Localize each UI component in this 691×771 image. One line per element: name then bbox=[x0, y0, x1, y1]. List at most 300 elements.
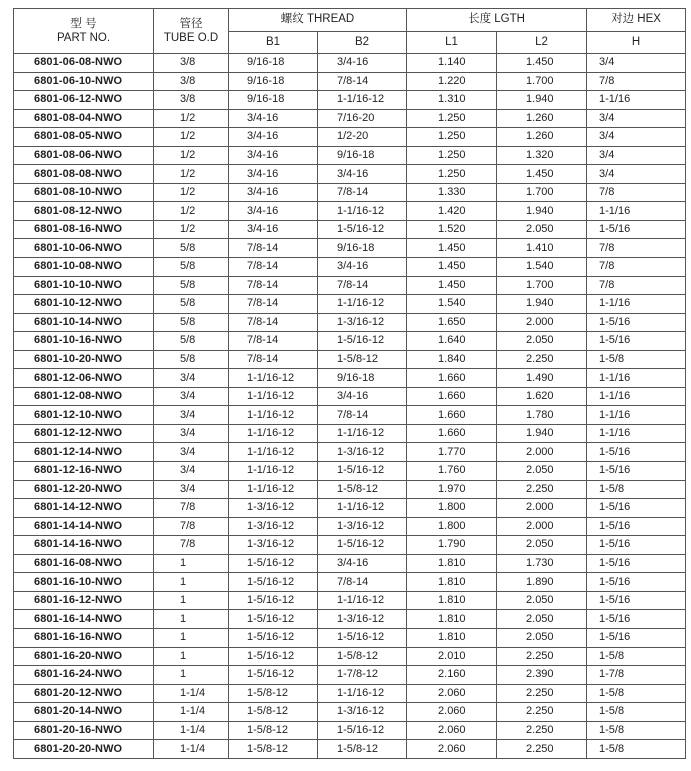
table-row bbox=[14, 128, 686, 147]
thread-b2-cell: 1-5/16-12 bbox=[318, 721, 407, 740]
table-row bbox=[14, 295, 686, 314]
thread-b2-cell: 1-5/8-12 bbox=[318, 647, 407, 666]
table-row bbox=[14, 332, 686, 351]
part-no-cell: 6801-12-12-NWO bbox=[14, 424, 154, 443]
thread-b1-cell: 1-5/16-12 bbox=[229, 628, 318, 647]
length-l1-cell: 1.660 bbox=[407, 387, 497, 406]
length-l2-cell: 2.250 bbox=[497, 740, 587, 759]
thread-b1-cell: 1-5/8-12 bbox=[229, 721, 318, 740]
table-row bbox=[14, 647, 686, 666]
tube-od-cell: 1 bbox=[154, 647, 229, 666]
length-l2-cell: 1.940 bbox=[497, 295, 587, 314]
thread-header: 螺纹 THREAD bbox=[229, 9, 407, 32]
thread-b2-cell: 7/8-14 bbox=[318, 276, 407, 295]
table-row bbox=[14, 462, 686, 481]
part-no-cell: 6801-10-14-NWO bbox=[14, 313, 154, 332]
thread-b2-cell: 1-1/16-12 bbox=[318, 499, 407, 518]
length-l1-cell: 1.450 bbox=[407, 276, 497, 295]
tube-od-header-en: TUBE O.D bbox=[163, 32, 219, 44]
hex-h-cell: 1-5/16 bbox=[587, 554, 686, 573]
thread-b1-cell: 3/4-16 bbox=[229, 183, 318, 202]
part-no-cell: 6801-12-16-NWO bbox=[14, 462, 154, 481]
thread-b1-cell: 3/4-16 bbox=[229, 146, 318, 165]
hex-h-cell: 3/4 bbox=[587, 128, 686, 147]
hex-h-cell: 1-5/8 bbox=[587, 721, 686, 740]
length-l2-cell: 1.940 bbox=[497, 91, 587, 110]
thread-b1-cell: 7/8-14 bbox=[229, 350, 318, 369]
hex-h-cell: 7/8 bbox=[587, 276, 686, 295]
length-l2-cell: 2.050 bbox=[497, 536, 587, 555]
length-l2-cell: 1.620 bbox=[497, 387, 587, 406]
length-l1-cell: 1.220 bbox=[407, 72, 497, 91]
length-l2-cell: 1.780 bbox=[497, 406, 587, 425]
tube-od-cell: 1/2 bbox=[154, 165, 229, 184]
length-l1-cell: 1.970 bbox=[407, 480, 497, 499]
hex-h-cell: 7/8 bbox=[587, 258, 686, 277]
hex-h-cell: 7/8 bbox=[587, 72, 686, 91]
length-header: 长度 LGTH bbox=[407, 9, 587, 32]
table-row bbox=[14, 202, 686, 221]
thread-b2-cell: 1-1/16-12 bbox=[318, 202, 407, 221]
length-l1-cell: 1.660 bbox=[407, 369, 497, 388]
part-no-cell: 6801-06-12-NWO bbox=[14, 91, 154, 110]
table-header bbox=[14, 9, 686, 54]
tube-od-cell: 7/8 bbox=[154, 517, 229, 536]
part-no-cell: 6801-12-06-NWO bbox=[14, 369, 154, 388]
table-row bbox=[14, 573, 686, 592]
part-no-cell: 6801-10-08-NWO bbox=[14, 258, 154, 277]
hex-h-cell: 1-5/16 bbox=[587, 332, 686, 351]
thread-b1-cell: 7/8-14 bbox=[229, 313, 318, 332]
part-no-cell: 6801-16-14-NWO bbox=[14, 610, 154, 629]
thread-b1-cell: 1-5/16-12 bbox=[229, 610, 318, 629]
hex-header: 对边 HEX bbox=[587, 9, 686, 32]
part-no-cell: 6801-10-12-NWO bbox=[14, 295, 154, 314]
hex-h-cell: 1-5/8 bbox=[587, 647, 686, 666]
length-l1-cell: 1.330 bbox=[407, 183, 497, 202]
tube-od-cell: 5/8 bbox=[154, 332, 229, 351]
thread-b1-cell: 1-5/8-12 bbox=[229, 740, 318, 759]
tube-od-cell: 1 bbox=[154, 628, 229, 647]
hex-h-cell: 1-7/8 bbox=[587, 666, 686, 685]
hex-h-cell: 7/8 bbox=[587, 183, 686, 202]
length-l2-cell: 2.050 bbox=[497, 332, 587, 351]
tube-od-cell: 1-1/4 bbox=[154, 703, 229, 722]
thread-b2-cell: 1-5/8-12 bbox=[318, 740, 407, 759]
length-l1-cell: 1.450 bbox=[407, 239, 497, 258]
tube-od-cell: 3/4 bbox=[154, 369, 229, 388]
length-l2-cell: 1.940 bbox=[497, 202, 587, 221]
thread-b2-cell: 1-5/16-12 bbox=[318, 332, 407, 351]
thread-b2-cell: 1-1/16-12 bbox=[318, 424, 407, 443]
part-no-cell: 6801-10-16-NWO bbox=[14, 332, 154, 351]
length-l1-cell: 2.060 bbox=[407, 721, 497, 740]
b1-header: B1 bbox=[229, 32, 318, 54]
table-row bbox=[14, 517, 686, 536]
table-row bbox=[14, 54, 686, 73]
tube-od-cell: 5/8 bbox=[154, 276, 229, 295]
hex-h-cell: 1-5/8 bbox=[587, 480, 686, 499]
length-l1-cell: 1.660 bbox=[407, 424, 497, 443]
table-row bbox=[14, 406, 686, 425]
part-no-cell: 6801-12-10-NWO bbox=[14, 406, 154, 425]
thread-b2-cell: 1-5/8-12 bbox=[318, 480, 407, 499]
hex-h-cell: 1-5/16 bbox=[587, 499, 686, 518]
table-row bbox=[14, 740, 686, 759]
length-l2-cell: 1.700 bbox=[497, 72, 587, 91]
tube-od-cell: 3/4 bbox=[154, 480, 229, 499]
thread-b1-cell: 7/8-14 bbox=[229, 295, 318, 314]
thread-b1-cell: 3/4-16 bbox=[229, 128, 318, 147]
tube-od-cell: 3/8 bbox=[154, 54, 229, 73]
table-body bbox=[14, 54, 686, 759]
tube-od-cell: 1 bbox=[154, 591, 229, 610]
thread-b2-cell: 1-7/8-12 bbox=[318, 666, 407, 685]
thread-b1-cell: 1-1/16-12 bbox=[229, 443, 318, 462]
thread-b2-cell: 1-5/16-12 bbox=[318, 536, 407, 555]
part-no-cell: 6801-16-10-NWO bbox=[14, 573, 154, 592]
thread-b1-cell: 1-1/16-12 bbox=[229, 424, 318, 443]
thread-b2-cell: 3/4-16 bbox=[318, 387, 407, 406]
thread-b1-cell: 9/16-18 bbox=[229, 72, 318, 91]
l1-header: L1 bbox=[407, 32, 497, 54]
thread-b2-cell: 1-1/16-12 bbox=[318, 295, 407, 314]
hex-h-cell: 3/4 bbox=[587, 54, 686, 73]
tube-od-cell: 7/8 bbox=[154, 499, 229, 518]
length-l1-cell: 1.250 bbox=[407, 165, 497, 184]
length-l1-cell: 1.250 bbox=[407, 109, 497, 128]
length-l1-cell: 2.160 bbox=[407, 666, 497, 685]
thread-b2-cell: 1-5/16-12 bbox=[318, 462, 407, 481]
tube-od-cell: 1 bbox=[154, 666, 229, 685]
part-no-cell: 6801-10-10-NWO bbox=[14, 276, 154, 295]
fittings-spec-table bbox=[13, 8, 686, 759]
thread-b1-cell: 1-5/8-12 bbox=[229, 684, 318, 703]
length-l1-cell: 1.520 bbox=[407, 220, 497, 239]
tube-od-cell: 5/8 bbox=[154, 239, 229, 258]
table-row bbox=[14, 276, 686, 295]
tube-od-cell: 5/8 bbox=[154, 313, 229, 332]
length-l2-cell: 2.000 bbox=[497, 313, 587, 332]
table-row bbox=[14, 258, 686, 277]
part-no-cell: 6801-08-10-NWO bbox=[14, 183, 154, 202]
part-no-header bbox=[14, 9, 154, 54]
table-row bbox=[14, 536, 686, 555]
hex-h-cell: 1-1/16 bbox=[587, 406, 686, 425]
thread-b1-cell: 3/4-16 bbox=[229, 109, 318, 128]
tube-od-cell: 7/8 bbox=[154, 536, 229, 555]
thread-b1-cell: 9/16-18 bbox=[229, 91, 318, 110]
part-no-cell: 6801-08-06-NWO bbox=[14, 146, 154, 165]
table-row bbox=[14, 239, 686, 258]
thread-b2-cell: 1-1/16-12 bbox=[318, 684, 407, 703]
hex-h-cell: 3/4 bbox=[587, 165, 686, 184]
table-row bbox=[14, 628, 686, 647]
hex-h-cell: 1-1/16 bbox=[587, 91, 686, 110]
thread-b2-cell: 1-3/16-12 bbox=[318, 313, 407, 332]
table-row bbox=[14, 387, 686, 406]
length-l2-cell: 2.050 bbox=[497, 220, 587, 239]
length-l1-cell: 1.310 bbox=[407, 91, 497, 110]
tube-od-cell: 5/8 bbox=[154, 350, 229, 369]
table-row bbox=[14, 313, 686, 332]
part-no-cell: 6801-20-14-NWO bbox=[14, 703, 154, 722]
hex-h-cell: 1-5/8 bbox=[587, 684, 686, 703]
length-l2-cell: 2.000 bbox=[497, 443, 587, 462]
table-row bbox=[14, 480, 686, 499]
thread-b1-cell: 1-5/16-12 bbox=[229, 554, 318, 573]
length-l1-cell: 1.810 bbox=[407, 591, 497, 610]
tube-od-cell: 3/4 bbox=[154, 387, 229, 406]
length-l2-cell: 2.000 bbox=[497, 517, 587, 536]
hex-h-cell: 1-5/8 bbox=[587, 350, 686, 369]
tube-od-cell: 3/4 bbox=[154, 462, 229, 481]
tube-od-cell: 3/8 bbox=[154, 91, 229, 110]
thread-b2-cell: 1-5/16-12 bbox=[318, 220, 407, 239]
table-row bbox=[14, 554, 686, 573]
thread-b1-cell: 1-1/16-12 bbox=[229, 369, 318, 388]
length-l1-cell: 1.760 bbox=[407, 462, 497, 481]
part-no-header-cn: 型 号 bbox=[70, 17, 97, 30]
thread-b2-cell: 1-3/16-12 bbox=[318, 703, 407, 722]
table-row bbox=[14, 369, 686, 388]
length-l1-cell: 1.800 bbox=[407, 499, 497, 518]
hex-h-cell: 1-5/16 bbox=[587, 573, 686, 592]
thread-b2-cell: 3/4-16 bbox=[318, 258, 407, 277]
part-no-header-en: PART NO. bbox=[56, 32, 111, 44]
part-no-cell: 6801-12-08-NWO bbox=[14, 387, 154, 406]
tube-od-cell: 5/8 bbox=[154, 295, 229, 314]
l2-header: L2 bbox=[497, 32, 587, 54]
thread-b1-cell: 7/8-14 bbox=[229, 239, 318, 258]
thread-b1-cell: 7/8-14 bbox=[229, 276, 318, 295]
tube-od-cell: 3/4 bbox=[154, 443, 229, 462]
length-l2-cell: 2.250 bbox=[497, 721, 587, 740]
part-no-cell: 6801-16-20-NWO bbox=[14, 647, 154, 666]
length-l2-cell: 1.260 bbox=[497, 109, 587, 128]
part-no-cell: 6801-20-20-NWO bbox=[14, 740, 154, 759]
thread-b2-cell: 7/8-14 bbox=[318, 183, 407, 202]
tube-od-cell: 1/2 bbox=[154, 128, 229, 147]
part-no-cell: 6801-10-20-NWO bbox=[14, 350, 154, 369]
length-l2-cell: 1.890 bbox=[497, 573, 587, 592]
length-l2-cell: 1.940 bbox=[497, 424, 587, 443]
hex-h-cell: 1-5/16 bbox=[587, 462, 686, 481]
part-no-cell: 6801-14-14-NWO bbox=[14, 517, 154, 536]
tube-od-cell: 5/8 bbox=[154, 258, 229, 277]
part-no-cell: 6801-14-16-NWO bbox=[14, 536, 154, 555]
length-l2-cell: 1.700 bbox=[497, 183, 587, 202]
thread-b1-cell: 1-5/16-12 bbox=[229, 647, 318, 666]
part-no-cell: 6801-20-16-NWO bbox=[14, 721, 154, 740]
thread-b1-cell: 1-5/8-12 bbox=[229, 703, 318, 722]
tube-od-cell: 1/2 bbox=[154, 146, 229, 165]
hex-h-cell: 1-5/16 bbox=[587, 610, 686, 629]
table-row bbox=[14, 146, 686, 165]
hex-h-cell: 1-1/16 bbox=[587, 202, 686, 221]
thread-b2-cell: 9/16-18 bbox=[318, 369, 407, 388]
table-row bbox=[14, 109, 686, 128]
thread-b2-cell: 1-5/16-12 bbox=[318, 628, 407, 647]
hex-h-cell: 3/4 bbox=[587, 146, 686, 165]
thread-b2-cell: 7/16-20 bbox=[318, 109, 407, 128]
table-row bbox=[14, 703, 686, 722]
thread-b2-cell: 1-3/16-12 bbox=[318, 610, 407, 629]
length-l1-cell: 2.060 bbox=[407, 740, 497, 759]
part-no-cell: 6801-12-14-NWO bbox=[14, 443, 154, 462]
thread-b1-cell: 1-1/16-12 bbox=[229, 387, 318, 406]
tube-od-cell: 3/8 bbox=[154, 72, 229, 91]
length-l2-cell: 1.260 bbox=[497, 128, 587, 147]
thread-b1-cell: 1-1/16-12 bbox=[229, 480, 318, 499]
tube-od-cell: 1-1/4 bbox=[154, 684, 229, 703]
thread-b2-cell: 1-1/16-12 bbox=[318, 91, 407, 110]
thread-b1-cell: 1-3/16-12 bbox=[229, 499, 318, 518]
part-no-cell: 6801-10-06-NWO bbox=[14, 239, 154, 258]
hex-h-cell: 1-1/16 bbox=[587, 387, 686, 406]
thread-b1-cell: 1-5/16-12 bbox=[229, 591, 318, 610]
table-row bbox=[14, 350, 686, 369]
part-no-cell: 6801-08-12-NWO bbox=[14, 202, 154, 221]
length-l1-cell: 1.650 bbox=[407, 313, 497, 332]
table-row bbox=[14, 183, 686, 202]
part-no-cell: 6801-06-10-NWO bbox=[14, 72, 154, 91]
length-l1-cell: 1.640 bbox=[407, 332, 497, 351]
thread-b2-cell: 1/2-20 bbox=[318, 128, 407, 147]
tube-od-cell: 1-1/4 bbox=[154, 740, 229, 759]
length-l1-cell: 1.420 bbox=[407, 202, 497, 221]
length-l1-cell: 1.790 bbox=[407, 536, 497, 555]
b2-header: B2 bbox=[318, 32, 407, 54]
length-l2-cell: 2.250 bbox=[497, 684, 587, 703]
length-l2-cell: 2.050 bbox=[497, 591, 587, 610]
thread-b2-cell: 9/16-18 bbox=[318, 146, 407, 165]
table-row bbox=[14, 610, 686, 629]
hex-h-cell: 1-5/16 bbox=[587, 220, 686, 239]
tube-od-cell: 1/2 bbox=[154, 202, 229, 221]
table-row bbox=[14, 443, 686, 462]
tube-od-cell: 1/2 bbox=[154, 109, 229, 128]
length-l2-cell: 1.320 bbox=[497, 146, 587, 165]
thread-b2-cell: 3/4-16 bbox=[318, 54, 407, 73]
thread-b2-cell: 7/8-14 bbox=[318, 573, 407, 592]
part-no-cell: 6801-08-08-NWO bbox=[14, 165, 154, 184]
length-l1-cell: 1.840 bbox=[407, 350, 497, 369]
length-l2-cell: 2.000 bbox=[497, 499, 587, 518]
thread-b1-cell: 7/8-14 bbox=[229, 332, 318, 351]
hex-h-cell: 1-5/16 bbox=[587, 517, 686, 536]
length-l1-cell: 2.060 bbox=[407, 703, 497, 722]
length-l1-cell: 1.770 bbox=[407, 443, 497, 462]
thread-b1-cell: 1-5/16-12 bbox=[229, 573, 318, 592]
table-row bbox=[14, 591, 686, 610]
tube-od-cell: 3/4 bbox=[154, 424, 229, 443]
thread-b1-cell: 3/4-16 bbox=[229, 202, 318, 221]
length-l2-cell: 2.050 bbox=[497, 628, 587, 647]
length-l1-cell: 1.250 bbox=[407, 146, 497, 165]
tube-od-header-cn: 管径 bbox=[179, 17, 203, 30]
length-l1-cell: 1.810 bbox=[407, 554, 497, 573]
part-no-cell: 6801-08-04-NWO bbox=[14, 109, 154, 128]
length-l1-cell: 2.060 bbox=[407, 684, 497, 703]
thread-b1-cell: 1-3/16-12 bbox=[229, 536, 318, 555]
part-no-cell: 6801-08-16-NWO bbox=[14, 220, 154, 239]
hex-h-cell: 1-5/16 bbox=[587, 536, 686, 555]
length-l1-cell: 1.810 bbox=[407, 628, 497, 647]
length-l2-cell: 2.250 bbox=[497, 350, 587, 369]
length-l2-cell: 2.250 bbox=[497, 703, 587, 722]
thread-b1-cell: 7/8-14 bbox=[229, 258, 318, 277]
hex-h-cell: 1-5/16 bbox=[587, 591, 686, 610]
thread-b2-cell: 7/8-14 bbox=[318, 72, 407, 91]
part-no-cell: 6801-16-24-NWO bbox=[14, 666, 154, 685]
length-l1-cell: 1.800 bbox=[407, 517, 497, 536]
table-row bbox=[14, 499, 686, 518]
thread-b1-cell: 1-1/16-12 bbox=[229, 406, 318, 425]
thread-b2-cell: 3/4-16 bbox=[318, 165, 407, 184]
length-l2-cell: 2.250 bbox=[497, 480, 587, 499]
part-no-cell: 6801-12-20-NWO bbox=[14, 480, 154, 499]
thread-b2-cell: 1-5/8-12 bbox=[318, 350, 407, 369]
tube-od-cell: 1 bbox=[154, 573, 229, 592]
thread-b2-cell: 7/8-14 bbox=[318, 406, 407, 425]
thread-b1-cell: 1-3/16-12 bbox=[229, 517, 318, 536]
length-l1-cell: 1.250 bbox=[407, 128, 497, 147]
thread-b1-cell: 9/16-18 bbox=[229, 54, 318, 73]
table-row bbox=[14, 220, 686, 239]
hex-h-cell: 1-5/16 bbox=[587, 313, 686, 332]
hex-h-cell: 1-5/16 bbox=[587, 443, 686, 462]
tube-od-cell: 1-1/4 bbox=[154, 721, 229, 740]
length-l2-cell: 2.390 bbox=[497, 666, 587, 685]
table-row bbox=[14, 721, 686, 740]
length-l1-cell: 2.010 bbox=[407, 647, 497, 666]
part-no-cell: 6801-14-12-NWO bbox=[14, 499, 154, 518]
table-row bbox=[14, 424, 686, 443]
part-no-cell: 6801-16-08-NWO bbox=[14, 554, 154, 573]
part-no-cell: 6801-20-12-NWO bbox=[14, 684, 154, 703]
length-l2-cell: 2.250 bbox=[497, 647, 587, 666]
length-l2-cell: 1.730 bbox=[497, 554, 587, 573]
table-row bbox=[14, 72, 686, 91]
thread-b2-cell: 9/16-18 bbox=[318, 239, 407, 258]
part-no-cell: 6801-16-16-NWO bbox=[14, 628, 154, 647]
hex-h-cell: 3/4 bbox=[587, 109, 686, 128]
table-row bbox=[14, 684, 686, 703]
length-l1-cell: 1.660 bbox=[407, 406, 497, 425]
tube-od-cell: 1 bbox=[154, 554, 229, 573]
thread-b1-cell: 3/4-16 bbox=[229, 165, 318, 184]
part-no-cell: 6801-06-08-NWO bbox=[14, 54, 154, 73]
thread-b1-cell: 1-5/16-12 bbox=[229, 666, 318, 685]
tube-od-cell: 1 bbox=[154, 610, 229, 629]
thread-b1-cell: 3/4-16 bbox=[229, 220, 318, 239]
length-l1-cell: 1.810 bbox=[407, 610, 497, 629]
length-l2-cell: 1.490 bbox=[497, 369, 587, 388]
part-no-cell: 6801-16-12-NWO bbox=[14, 591, 154, 610]
tube-od-cell: 1/2 bbox=[154, 220, 229, 239]
length-l1-cell: 1.140 bbox=[407, 54, 497, 73]
length-l2-cell: 2.050 bbox=[497, 610, 587, 629]
length-l2-cell: 2.050 bbox=[497, 462, 587, 481]
thread-b2-cell: 1-1/16-12 bbox=[318, 591, 407, 610]
length-l2-cell: 1.450 bbox=[497, 165, 587, 184]
hex-h-cell: 1-1/16 bbox=[587, 295, 686, 314]
thread-b2-cell: 3/4-16 bbox=[318, 554, 407, 573]
tube-od-cell: 3/4 bbox=[154, 406, 229, 425]
table-row bbox=[14, 666, 686, 685]
length-l2-cell: 1.700 bbox=[497, 276, 587, 295]
